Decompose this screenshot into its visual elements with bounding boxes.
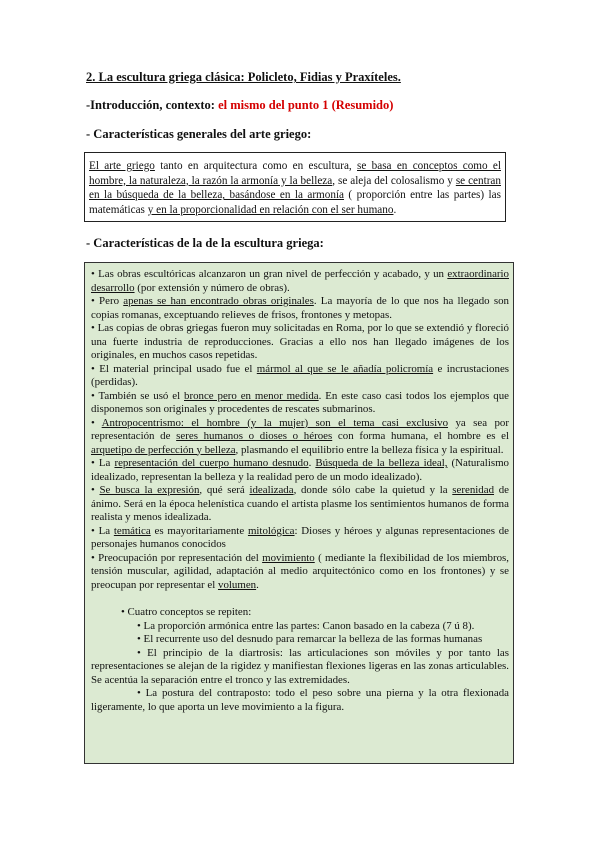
text-underlined: volumen — [218, 578, 257, 591]
spacer — [91, 592, 509, 606]
bullet-paragraph — [91, 417, 509, 458]
text-underlined: El arte griego — [89, 160, 155, 172]
text-underlined: Búsqueda de la belleza ideal, — [315, 457, 448, 469]
text: e incrustaciones (perdidas). — [91, 362, 510, 388]
text: . En este caso casi todos los ejemplos que disponemos son originales y procedentes de rescates submarinos. — [91, 389, 510, 415]
text: ( mediante la flexibilidad de los miembros, tensión muscular, agilidad, adaptación al medio arquitectónico como en los frontones) y se preocupan por representar el — [91, 551, 510, 591]
text: , plasmando el equilibrio entre la belleza física y la espiritual. — [235, 443, 504, 456]
concept-item: • La postura del contraposto: todo el peso sobre una pierna y la otra flexionada ligeramente, lo que aporta un leve movimiento a la figura. — [91, 687, 509, 713]
text: tanto en arquitectura como en escultura, — [154, 160, 358, 172]
text-underlined: bronce pero en menor medida — [184, 389, 319, 402]
bullet-paragraph — [91, 363, 509, 390]
text: • La — [91, 457, 115, 469]
text: . — [308, 457, 316, 469]
section-title: 2. La escultura griega clásica: Policleto, Fidias y Praxíteles. — [86, 70, 401, 84]
text: es mayoritariamente — [150, 524, 248, 537]
bullet-paragraph — [91, 484, 509, 525]
text-underlined: representación del cuerpo humano desnudo — [114, 457, 309, 469]
text-underlined: movimiento — [262, 551, 315, 564]
bullet-paragraph — [91, 552, 509, 593]
bullet-paragraph — [91, 390, 509, 417]
bullet-paragraph — [91, 268, 509, 295]
text: • — [91, 416, 102, 429]
text: • La — [91, 524, 114, 537]
text-underlined: apenas se han encontrado obras originales — [123, 295, 314, 307]
text: . La mayoría de lo que nos ha llegado son copias romanas, exceptuando relieves de frisos, frontones y metopas. — [91, 295, 509, 321]
intro-red-note: el mismo del punto 1 (Resumido) — [218, 98, 394, 112]
concept-item: • La proporción armónica entre las partes: Canon basado en la cabeza (7 ú 8). — [137, 619, 475, 632]
bullet-paragraph — [91, 295, 509, 322]
text: • Pero — [91, 295, 124, 307]
text-underlined: se basa en conceptos como el hombre, la naturaleza, la razón la armonía y la belleza — [89, 160, 501, 187]
text: • El material principal usado fue el — [91, 362, 257, 375]
bullet-paragraph — [91, 322, 509, 363]
text: ya sea por representación de — [91, 416, 509, 442]
bullet-paragraph: • Cuatro conceptos se repiten: — [121, 606, 252, 618]
text: . — [393, 203, 397, 216]
text: • Las obras escultóricas alcanzaron un gran nivel de perfección y acabado, y un — [91, 268, 448, 280]
text-underlined: temática — [113, 524, 151, 537]
sculpture-characteristics-box — [84, 262, 514, 764]
text: (por extensión y número de obras). — [134, 281, 290, 294]
text: , qué será — [199, 484, 250, 496]
bullet-paragraph — [91, 525, 509, 552]
text-underlined: extraordinario desarrollo — [91, 268, 509, 294]
sculpture-characteristics-heading: - Características de la de la escultura griega: — [86, 236, 324, 250]
text-underlined: seres humanos o dioses o héroes — [176, 430, 333, 442]
intro-heading — [86, 98, 393, 113]
concept-item: • El recurrente uso del desnudo para remarcar la belleza de las formas humanas — [137, 633, 483, 645]
text: , se aleja del colosalismo y — [332, 174, 456, 187]
text: • También se usó el — [91, 389, 184, 402]
intro-label: -Introducción, contexto: — [86, 98, 219, 112]
text: (Naturalismo idealizado, representan la belleza y la realidad pero de un modo idealizado). — [91, 457, 510, 483]
text: ( proporción entre las partes) las matemáticas — [89, 189, 501, 216]
text-underlined: se centran en la búsqueda de la belleza, basándose en la armonía — [89, 174, 501, 202]
text: • Preocupación por representación del — [91, 551, 263, 564]
text-underlined: mitológica — [247, 524, 295, 537]
text: , donde sólo cabe la quietud y la — [293, 484, 453, 496]
text-underlined: arquetipo de perfección y belleza — [91, 443, 236, 456]
text-underlined: y en la proporcionalidad en relación con el ser humano — [147, 203, 394, 216]
text: : Dioses y héroes y algunas representaciones de personajes humanos conocidos — [91, 524, 510, 550]
text-underlined: Antropocentrismo: el hombre (y la mujer) son el tema casi exclusivo — [101, 416, 449, 429]
general-characteristics-box — [84, 152, 506, 222]
text-underlined: serenidad — [452, 484, 495, 496]
text: . — [256, 578, 259, 591]
general-characteristics-heading: - Características generales del arte griego: — [86, 127, 312, 141]
text: de ánimo. Será en la época helenística cuando el artista plasme los sentimientos humanos de forma realista y menos idealizada. — [91, 484, 509, 523]
text-underlined: mármol al que se le añadía policromía — [256, 362, 434, 375]
text-underlined: Se busca la expresión — [99, 484, 200, 496]
concept-item: • El principio de la diartrosis: las articulaciones son móviles y por tanto las representaciones se alejan de la rigidez y manifiestan flexiones ligeras en las zonas articulables. Se acentúa la separación entre el tronco y las extremidades. — [91, 646, 509, 686]
text: • Las copias de obras griegas fueron muy solicitadas en Roma, por lo que se extendió y floreció una fuerte industria de reproducciones. Gracias a ello nos han llegado imágenes de los originales, en muchos casos repetidas. — [91, 322, 509, 361]
text: con forma humana, el hombre es el — [332, 430, 510, 442]
text-underlined: idealizada — [249, 484, 294, 496]
bullet-paragraph — [91, 457, 509, 484]
text: • — [91, 484, 100, 496]
